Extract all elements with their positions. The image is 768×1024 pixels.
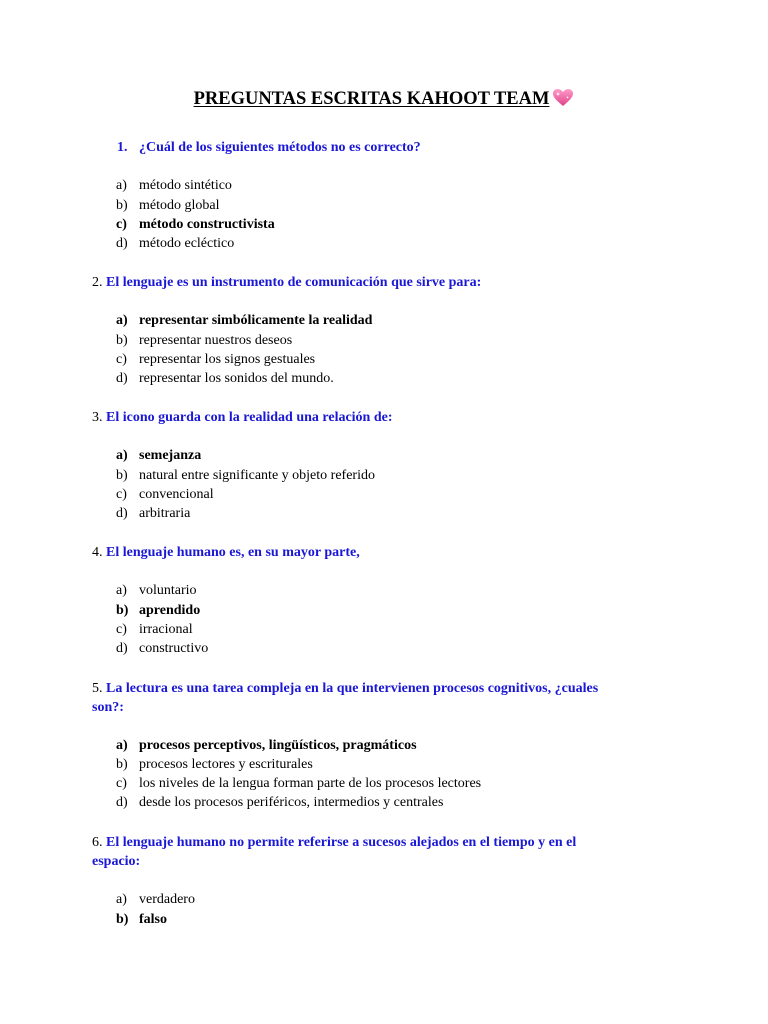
option-text: constructivo: [139, 641, 209, 656]
question-1: [117, 138, 421, 157]
option-letter: a): [116, 178, 127, 193]
option-2a-correct: [116, 311, 372, 330]
option-1d: [116, 234, 234, 253]
option-text: método global: [139, 198, 220, 213]
question-3: [92, 408, 393, 427]
option-text: representar los sonidos del mundo.: [139, 371, 334, 386]
question-4: [92, 543, 360, 562]
option-letter: c): [116, 776, 127, 791]
option-text: representar nuestros deseos: [139, 333, 293, 348]
question-number: 5.: [92, 681, 103, 696]
option-letter: c): [116, 352, 127, 367]
option-text: natural entre significante y objeto referido: [139, 468, 375, 483]
option-2b: [116, 331, 292, 350]
option-4a: [116, 581, 197, 600]
option-letter: b): [116, 603, 129, 618]
option-5b: [116, 755, 313, 774]
option-text: procesos perceptivos, lingüísticos, pragmáticos: [139, 738, 417, 753]
option-letter: c): [116, 217, 127, 232]
option-1c-correct: [116, 215, 275, 234]
option-5a-correct: [116, 736, 417, 755]
question-text: El icono guarda con la realidad una relación de:: [106, 410, 393, 425]
question-6: [92, 833, 576, 852]
option-text: los niveles de la lengua forman parte de los procesos lectores: [139, 776, 482, 791]
title-text: PREGUNTAS ESCRITAS KAHOOT TEAM: [193, 89, 550, 109]
option-text: verdadero: [139, 892, 195, 907]
option-letter: a): [116, 738, 128, 753]
option-6b-correct: [116, 910, 167, 929]
option-3b: [116, 466, 375, 485]
option-text: semejanza: [139, 448, 202, 463]
option-text: voluntario: [139, 583, 197, 598]
option-3a-correct: [116, 446, 201, 465]
option-text: representar simbólicamente la realidad: [139, 313, 373, 328]
sparkling-heart-icon: [552, 88, 574, 107]
option-text: desde los procesos periféricos, intermedios y centrales: [139, 795, 444, 810]
option-1a: [116, 176, 232, 195]
option-text: arbitraria: [139, 506, 191, 521]
option-letter: b): [116, 468, 128, 483]
question-text: El lenguaje humano es, en su mayor parte,: [106, 545, 360, 560]
option-letter: a): [116, 892, 127, 907]
option-text: procesos lectores y escriturales: [139, 757, 313, 772]
option-4c: [116, 620, 193, 639]
question-text: El lenguaje es un instrumento de comunicación que sirve para:: [106, 275, 482, 290]
option-letter: d): [116, 236, 128, 251]
option-letter: d): [116, 371, 128, 386]
option-text: método sintético: [139, 178, 232, 193]
question-number: 4.: [92, 545, 103, 560]
option-letter: b): [116, 757, 128, 772]
question-text-line-2: son?:: [92, 700, 124, 715]
option-2d: [116, 369, 334, 388]
question-5: [92, 679, 598, 698]
question-text: ¿Cuál de los siguientes métodos no es correcto?: [139, 140, 421, 155]
option-letter: a): [116, 313, 128, 328]
question-text-line-1: El lenguaje humano no permite referirse a sucesos alejados en el tiempo y en el: [106, 835, 577, 850]
question-number: 2.: [92, 275, 103, 290]
option-letter: b): [116, 912, 129, 927]
option-letter: b): [116, 198, 128, 213]
question-number: 1.: [117, 140, 128, 155]
option-2c: [116, 350, 315, 369]
option-letter: a): [116, 583, 127, 598]
question-6-line-2: [92, 852, 140, 871]
question-text-line-1: La lectura es una tarea compleja en la que intervienen procesos cognitivos, ¿cuales: [106, 681, 599, 696]
question-5-line-2: [92, 698, 124, 717]
option-letter: c): [116, 622, 127, 637]
option-text: aprendido: [139, 603, 201, 618]
option-4d: [116, 639, 208, 658]
option-text: convencional: [139, 487, 214, 502]
option-letter: d): [116, 795, 128, 810]
question-number: 3.: [92, 410, 103, 425]
option-3d: [116, 504, 190, 523]
question-text-line-2: espacio:: [92, 854, 141, 869]
option-text: método constructivista: [139, 217, 275, 232]
option-text: falso: [139, 912, 167, 927]
option-6a: [116, 890, 195, 909]
option-letter: a): [116, 448, 128, 463]
option-letter: b): [116, 333, 128, 348]
option-4b-correct: [116, 601, 200, 620]
option-1b: [116, 196, 220, 215]
page-title: [0, 87, 768, 111]
option-text: método ecléctico: [139, 236, 235, 251]
option-letter: d): [116, 641, 128, 656]
option-5d: [116, 793, 443, 812]
option-letter: d): [116, 506, 128, 521]
option-text: irracional: [139, 622, 193, 637]
option-text: representar los signos gestuales: [139, 352, 316, 367]
option-5c: [116, 774, 481, 793]
option-3c: [116, 485, 214, 504]
question-2: [92, 273, 481, 292]
question-number: 6.: [92, 835, 103, 850]
option-letter: c): [116, 487, 127, 502]
